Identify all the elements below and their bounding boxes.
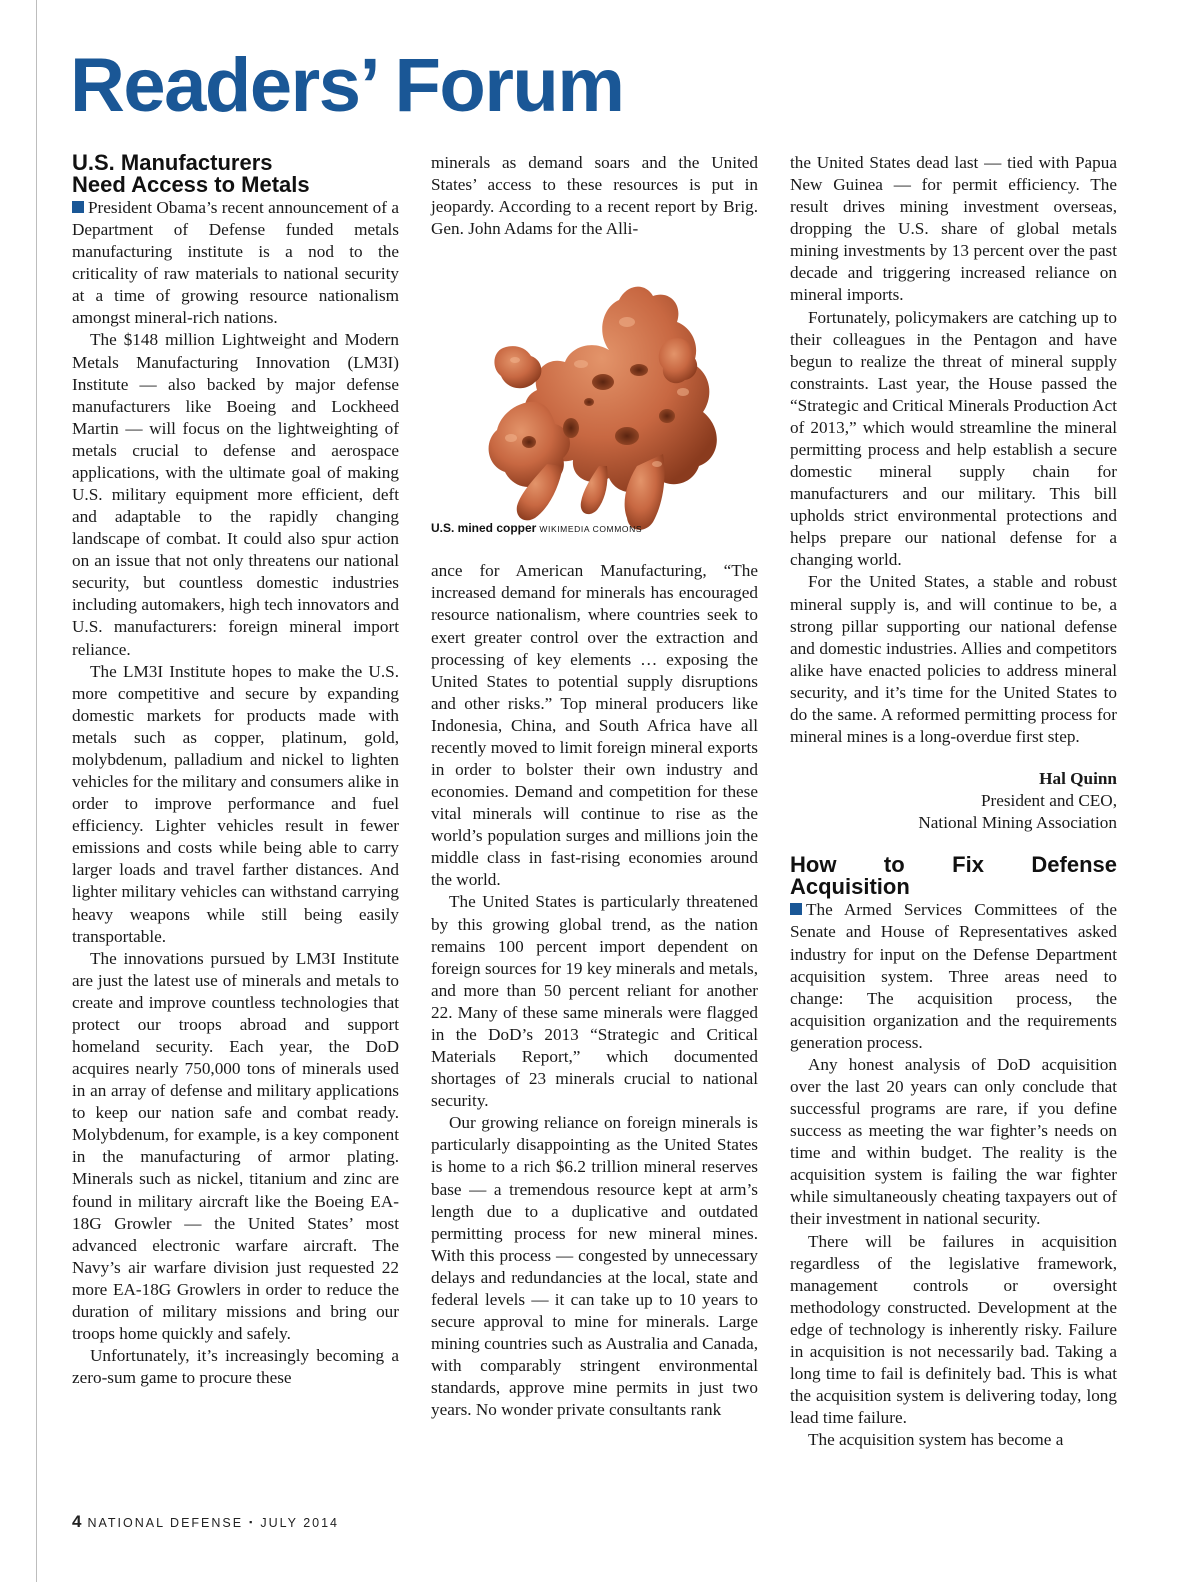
column-1 [72, 152, 399, 1389]
article1-paragraph-7: The United States is particularly threatened by this growing global trend, as the nation remains 100 percent import dependent on foreign sources for 19 key minerals and metals, and more than 50 percent reliant for another 22. Many of these same minerals were flagged in the DoD’s 2013 “Strategic and Critical Materials Report,” which documented shortages of 23 minerals crucial to national security. [431, 892, 758, 1111]
article2-headline: How to Fix Defense Acquisition [790, 852, 1117, 900]
photo-caption-credit: WIKIMEDIA COMMONS [539, 524, 643, 535]
article2-paragraph-4: The acquisition system has become a [808, 1430, 1064, 1450]
article1-paragraph-3: The LM3I Institute hopes to make the U.S. more competitive and secure by expanding domestic markets for products made with metals such as copper, platinum, gold, molybdenum, palladium and nickel to lighten vehicles for the military and consumers alike in order to improve performance and fuel efficiency. Lighter vehicles result in fewer emissions and costs while being able to carry larger loads and travel farther distances. And lighter military vehicles can withstand carrying heavy weapons while still being easily transportable. [72, 661, 399, 946]
article2-paragraph-1: The Armed Services Committees of the Senate and House of Representatives asked industry for input on the Defense Department acquisition system. Three areas need to change: The acquisition process, the acquisition organization and the requirements generation process. [790, 900, 1117, 1052]
article1-signature [790, 768, 1117, 834]
column-3 [790, 152, 1117, 1451]
signature-title: President and CEO, [980, 791, 1117, 811]
article1-paragraph-5-continued: minerals as demand soars and the United States’ access to these resources is put in jeopardy. According to a recent report by Brig. Gen. John Adams for the Alli- [431, 153, 758, 239]
article1-paragraph-5: Unfortunately, it’s increasingly becoming a zero-sum game to procure these [72, 1346, 399, 1388]
photo-caption-title: U.S. mined copper [431, 521, 537, 536]
signature-name: Hal Quinn [1039, 769, 1117, 789]
publication-name: NATIONAL DEFENSE [87, 1516, 244, 1530]
article2-paragraph-3: There will be failures in acquisition regardless of the legislative framework, management controls or oversight methodology constructed. Development at the edge of technology is inherently risky. Failure in acquisition is not necessarily bad. Taking a long time to fail is definitely bad. This is what the acquisition system is delivering today, long lead time failure. [790, 1231, 1117, 1428]
article1-paragraph-10: For the United States, a stable and robust mineral supply is, and will continue to be, a strong pillar supporting our national defense and domestic industries. Allies and competitors alike have enacted policies to address mineral security, and it’s time for the United States to do the same. A reformed permitting process for mineral mines is a long-overdue first step. [790, 572, 1117, 747]
masthead-title: Readers’ Forum [70, 43, 624, 128]
article1-paragraph-1: President Obama’s recent announcement of a Department of Defense funded metals manufacturing institute is a nod to the criticality of raw materials to national security at a time of growing resource nationalism amongst mineral-rich nations. [72, 198, 399, 328]
article1-headline-line1: U.S. Manufacturers [72, 150, 273, 175]
article2-paragraph-2: Any honest analysis of DoD acquisition over the last 20 years can only conclude that successful programs are rare, if you define success as meeting the war fighter’s needs on time and within budget. The reality is the acquisition system is failing the war fighter while simultaneously cheating taxpayers out of their investment in national security. [790, 1054, 1117, 1229]
article1-paragraph-8-continued: the United States dead last — tied with Papua New Guinea — for permit efficiency. The result drives mining investment overseas, dropping the U.S. share of global metals mining investments by 13 percent over the past decade and triggering increased reliance on mineral imports. [790, 153, 1117, 305]
page-number: 4 [72, 1512, 82, 1531]
copper-nugget-shape [489, 287, 717, 530]
article1-paragraph-2: The $148 million Lightweight and Modern Metals Manufacturing Innovation (LM3I) Institute — also backed by major defense manufacturers like Boeing and Lockheed Martin — will focus on the lightweighting of metals crucial to defense and aerospace applications, with the ultimate goal of making U.S. military equipment more efficient, deft and adaptable to the rapidly changing landscape of combat. It could also spur action on an issue that not only threatens our national security, but countless domestic industries including automakers, high tech innovators and U.S. manufacturers: foreign mineral import reliance. [72, 330, 399, 659]
copper-nugget-image [431, 252, 758, 560]
article1-paragraph-8: Our growing reliance on foreign minerals is particularly disappointing as the United States is home to a rich $6.2 trillion mineral reserves base — a tremendous resource kept at arm’s length due to a duplicative and outdated permitting process for new mineral mines. With this process — congested by unnecessary delays and redundancies at the local, state and federal levels — it can take up to 10 years to secure approval to mine for minerals. Large mining countries such as Australia and Canada, with comparably stringent environmental standards, approve mine permits in just two years. No wonder private consultants rank [431, 1113, 758, 1420]
section-bullet-icon [72, 201, 84, 213]
article1-paragraph-9: Fortunately, policymakers are catching up to their colleagues in the Pentagon and have begun to realize the threat of mineral supply constraints. Last year, the House passed the “Strategic and Critical Minerals Production Act of 2013,” which would streamline the mineral permitting process and help establish a secure domestic mineral supply chain for manufacturers and our military. This bill upholds strict environmental protections and helps prepare our national defense for a changing world. [790, 307, 1117, 570]
article1-headline-line2: Need Access to Metals [72, 172, 310, 197]
section-bullet-icon [790, 903, 802, 915]
page-footer [72, 1512, 339, 1532]
photo-caption [431, 517, 642, 540]
copper-photo [431, 252, 758, 560]
signature-organization: National Mining Association [918, 813, 1117, 833]
footer-separator-icon: ▪ [249, 1517, 255, 1527]
page-margin-rule [36, 0, 37, 1582]
article1-paragraph-4: The innovations pursued by LM3I Institute are just the latest use of minerals and metals to create and improve countless technologies that protect our troops abroad and support homeland security. Each year, the DoD acquires nearly 750,000 tons of minerals used in an array of defense and military applications to keep our nation safe and combat ready. Molybdenum, for example, is a key component in the manufacturing of armor plating. Minerals such as nickel, titanium and zinc are found in military aircraft like the Boeing EA-18G Growler — the United States’ most advanced electronic warfare aircraft. The Navy’s air warfare division just requested 22 more EA-18G Growlers in order to reduce the duration of military missions and bring our troops home quickly and safely. [72, 948, 399, 1343]
column-2 [431, 152, 758, 1421]
article1-paragraph-6: ance for American Manufacturing, “The increased demand for minerals has encouraged resource nationalism, where countries seek to exert greater control over the extraction and processing of key elements … exposing the United States to potential supply disruptions and other risks.” Top mineral producers like Indonesia, China, and South Africa have all recently moved to limit foreign mineral exports in order to bolster their own industry and economies. Demand and competition for these vital minerals will continue to rise as the world’s population surges and millions join the middle class in fast-rising economies around the world. [431, 561, 758, 890]
article1-headline [72, 152, 399, 196]
issue-date: JULY 2014 [260, 1516, 340, 1530]
